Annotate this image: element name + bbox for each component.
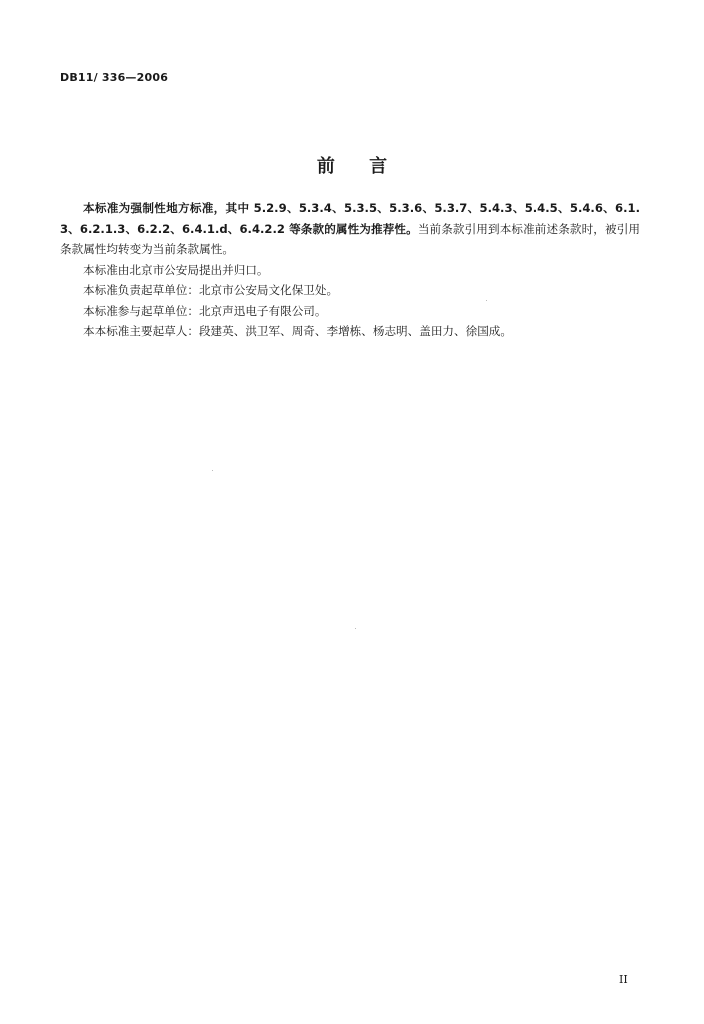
paragraph-attribute-note-rest: 当前条款引用到本标准前述条款时，被引用条款属性均转变为当前条款属性。	[60, 221, 640, 256]
scan-speck	[212, 470, 213, 471]
paragraph-attribute-note-bold: 本标准为强制性地方标准，其中 5.2.9、5.3.4、5.3.5、5.3.6、5.3.7、5.4.3、5.4.5、5.4.6、6.1.3、6.2.1.3、6.2.2、6.4.1.d、6.4.2.2 等条款的属性为推荐性。	[60, 201, 640, 236]
page-number: II	[619, 973, 628, 986]
page-title: 前 言	[316, 156, 402, 177]
foreword-body	[60, 198, 640, 342]
paragraph-lead-drafter: 本标准负责起草单位：北京市公安局文化保卫处。	[83, 283, 339, 297]
paragraph-main-authors: 本本标准主要起草人：段建英、洪卫军、周奇、李增栋、杨志明、盖田力、徐国成。	[83, 324, 512, 338]
paragraph-proposer: 本标准由北京市公安局提出并归口。	[83, 262, 269, 277]
paragraph-attribute-note	[60, 198, 640, 260]
scan-speck	[355, 628, 356, 629]
paragraph-participating-drafter: 本标准参与起草单位：北京声迅电子有限公司。	[83, 303, 327, 318]
standard-code-header: DB11/ 336—2006	[60, 71, 169, 84]
scan-speck	[486, 300, 487, 301]
